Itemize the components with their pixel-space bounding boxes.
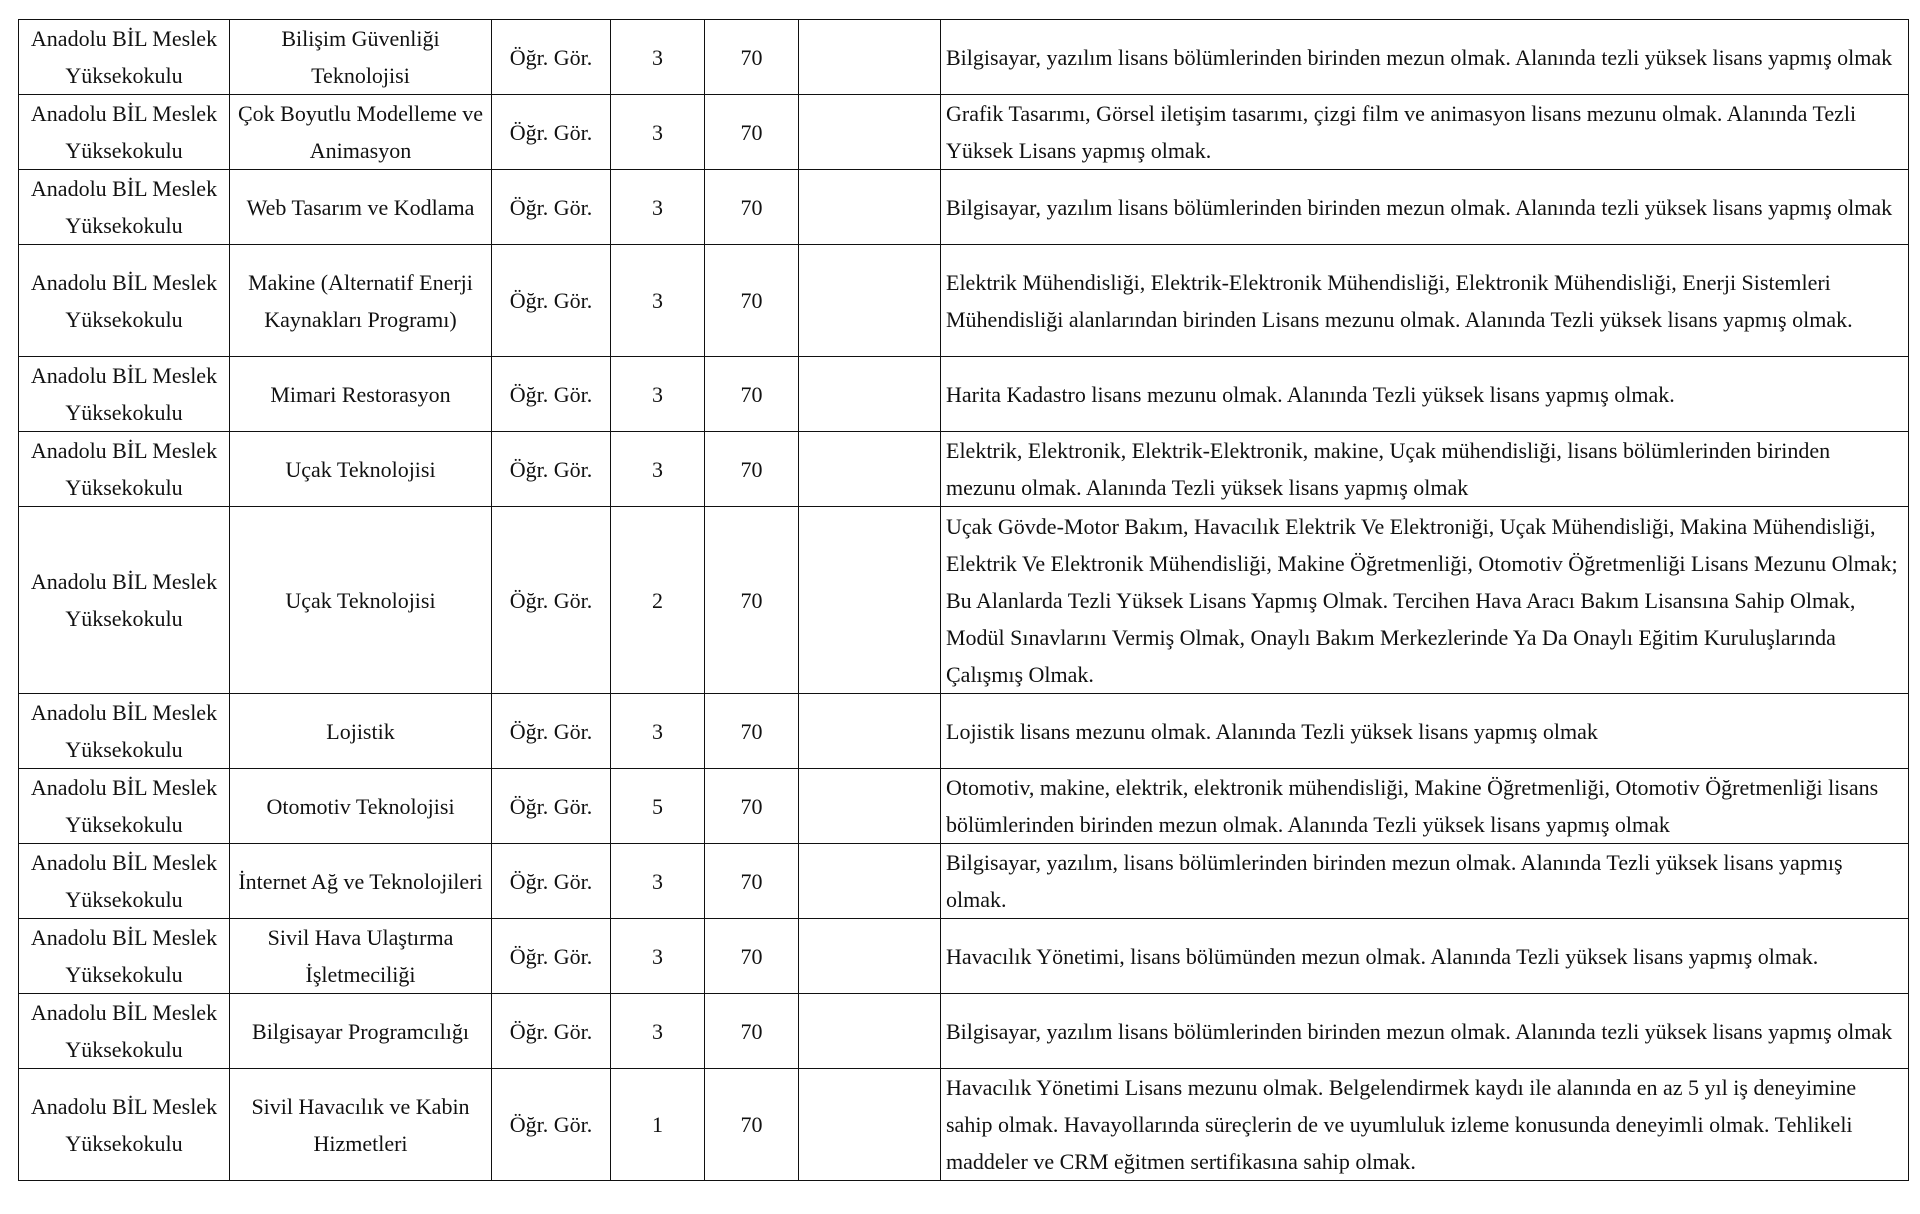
program-cell: Uçak Teknolojisi (230, 507, 492, 694)
requirement-cell: Bilgisayar, yazılım, lisans bölümlerinden birinden mezun olmak. Alanında Tezli yüksek lisans yapmış olmak. (941, 844, 1909, 919)
unit-cell: Anadolu BİL Meslek Yüksekokulu (19, 994, 230, 1069)
table-row (19, 432, 1909, 507)
ales-cell: 70 (705, 20, 799, 95)
title-cell: Öğr. Gör. (492, 170, 611, 245)
unit-cell: Anadolu BİL Meslek Yüksekokulu (19, 95, 230, 170)
program-cell: Bilgisayar Programcılığı (230, 994, 492, 1069)
requirement-cell: Elektrik Mühendisliği, Elektrik-Elektronik Mühendisliği, Elektronik Mühendisliği, Enerji Sistemleri Mühendisliği alanlarından birinden Lisans mezunu olmak. Alanında Tezli yüksek lisans yapmış olmak. (941, 245, 1909, 357)
count-cell: 3 (611, 994, 705, 1069)
count-cell: 3 (611, 95, 705, 170)
unit-cell: Anadolu BİL Meslek Yüksekokulu (19, 1069, 230, 1181)
title-cell: Öğr. Gör. (492, 245, 611, 357)
note-cell (799, 694, 941, 769)
ales-cell: 70 (705, 1069, 799, 1181)
requirement-cell: Bilgisayar, yazılım lisans bölümlerinden birinden mezun olmak. Alanında tezli yüksek lisans yapmış olmak (941, 170, 1909, 245)
ales-cell: 70 (705, 357, 799, 432)
ales-cell: 70 (705, 994, 799, 1069)
table-row (19, 919, 1909, 994)
table-row (19, 245, 1909, 357)
unit-cell: Anadolu BİL Meslek Yüksekokulu (19, 694, 230, 769)
table-row (19, 357, 1909, 432)
program-cell: Otomotiv Teknolojisi (230, 769, 492, 844)
title-cell: Öğr. Gör. (492, 507, 611, 694)
title-cell: Öğr. Gör. (492, 994, 611, 1069)
ales-cell: 70 (705, 95, 799, 170)
requirement-cell: Grafik Tasarımı, Görsel iletişim tasarımı, çizgi film ve animasyon lisans mezunu olmak. Alanında Tezli Yüksek Lisans yapmış olmak. (941, 95, 1909, 170)
title-cell: Öğr. Gör. (492, 694, 611, 769)
requirement-cell: Uçak Gövde-Motor Bakım, Havacılık Elektrik Ve Elektroniği, Uçak Mühendisliği, Makina Mühendisliği, Elektrik Ve Elektronik Mühendisliği, Makine Öğretmenliği, Otomotiv Öğretmenliği Lisans Mezunu Olmak; Bu Alanlarda Tezli Yüksek Lisans Yapmış Olmak. Tercihen Hava Aracı Bakım Lisansına Sahip Olmak, Modül Sınavlarını Vermiş Olmak, Onaylı Bakım Merkezlerinde Ya Da Onaylı Eğitim Kuruluşlarında Çalışmış Olmak. (941, 507, 1909, 694)
program-cell: Çok Boyutlu Modelleme ve Animasyon (230, 95, 492, 170)
table-row (19, 20, 1909, 95)
requirement-cell: Lojistik lisans mezunu olmak. Alanında Tezli yüksek lisans yapmış olmak (941, 694, 1909, 769)
unit-cell: Anadolu BİL Meslek Yüksekokulu (19, 507, 230, 694)
note-cell (799, 170, 941, 245)
title-cell: Öğr. Gör. (492, 95, 611, 170)
positions-table (18, 19, 1909, 1181)
table-row (19, 769, 1909, 844)
requirement-cell: Havacılık Yönetimi Lisans mezunu olmak. Belgelendirmek kaydı ile alanında en az 5 yıl iş deneyimine sahip olmak. Havayollarında süreçlerin de ve uyumluluk izleme konusunda deneyimli olmak. Tehlikeli maddeler ve CRM eğitmen sertifikasına sahip olmak. (941, 1069, 1909, 1181)
ales-cell: 70 (705, 844, 799, 919)
ales-cell: 70 (705, 919, 799, 994)
program-cell: Sivil Havacılık ve Kabin Hizmetleri (230, 1069, 492, 1181)
title-cell: Öğr. Gör. (492, 769, 611, 844)
program-cell: Mimari Restorasyon (230, 357, 492, 432)
ales-cell: 70 (705, 507, 799, 694)
requirement-cell: Bilgisayar, yazılım lisans bölümlerinden birinden mezun olmak. Alanında tezli yüksek lisans yapmış olmak (941, 994, 1909, 1069)
requirement-cell: Bilgisayar, yazılım lisans bölümlerinden birinden mezun olmak. Alanında tezli yüksek lisans yapmış olmak (941, 20, 1909, 95)
title-cell: Öğr. Gör. (492, 1069, 611, 1181)
unit-cell: Anadolu BİL Meslek Yüksekokulu (19, 20, 230, 95)
table-row (19, 1069, 1909, 1181)
requirement-cell: Otomotiv, makine, elektrik, elektronik mühendisliği, Makine Öğretmenliği, Otomotiv Öğretmenliği lisans bölümlerinden birinden mezun olmak. Alanında Tezli yüksek lisans yapmış olmak (941, 769, 1909, 844)
count-cell: 3 (611, 170, 705, 245)
title-cell: Öğr. Gör. (492, 20, 611, 95)
count-cell: 3 (611, 694, 705, 769)
note-cell (799, 844, 941, 919)
ales-cell: 70 (705, 694, 799, 769)
unit-cell: Anadolu BİL Meslek Yüksekokulu (19, 245, 230, 357)
unit-cell: Anadolu BİL Meslek Yüksekokulu (19, 170, 230, 245)
note-cell (799, 20, 941, 95)
program-cell: Uçak Teknolojisi (230, 432, 492, 507)
table-row (19, 694, 1909, 769)
program-cell: Lojistik (230, 694, 492, 769)
table-row (19, 507, 1909, 694)
count-cell: 3 (611, 919, 705, 994)
program-cell: Bilişim Güvenliği Teknolojisi (230, 20, 492, 95)
note-cell (799, 1069, 941, 1181)
ales-cell: 70 (705, 769, 799, 844)
note-cell (799, 95, 941, 170)
requirement-cell: Elektrik, Elektronik, Elektrik-Elektronik, makine, Uçak mühendisliği, lisans bölümlerinden birinden mezunu olmak. Alanında Tezli yüksek lisans yapmış olmak (941, 432, 1909, 507)
count-cell: 3 (611, 432, 705, 507)
unit-cell: Anadolu BİL Meslek Yüksekokulu (19, 919, 230, 994)
count-cell: 1 (611, 1069, 705, 1181)
unit-cell: Anadolu BİL Meslek Yüksekokulu (19, 432, 230, 507)
count-cell: 3 (611, 20, 705, 95)
ales-cell: 70 (705, 245, 799, 357)
count-cell: 3 (611, 357, 705, 432)
count-cell: 2 (611, 507, 705, 694)
note-cell (799, 919, 941, 994)
note-cell (799, 994, 941, 1069)
unit-cell: Anadolu BİL Meslek Yüksekokulu (19, 844, 230, 919)
program-cell: İnternet Ağ ve Teknolojileri (230, 844, 492, 919)
table-row (19, 844, 1909, 919)
unit-cell: Anadolu BİL Meslek Yüksekokulu (19, 357, 230, 432)
ales-cell: 70 (705, 170, 799, 245)
title-cell: Öğr. Gör. (492, 919, 611, 994)
requirement-cell: Harita Kadastro lisans mezunu olmak. Alanında Tezli yüksek lisans yapmış olmak. (941, 357, 1909, 432)
program-cell: Makine (Alternatif Enerji Kaynakları Programı) (230, 245, 492, 357)
note-cell (799, 507, 941, 694)
program-cell: Web Tasarım ve Kodlama (230, 170, 492, 245)
title-cell: Öğr. Gör. (492, 844, 611, 919)
unit-cell: Anadolu BİL Meslek Yüksekokulu (19, 769, 230, 844)
title-cell: Öğr. Gör. (492, 432, 611, 507)
count-cell: 3 (611, 844, 705, 919)
ales-cell: 70 (705, 432, 799, 507)
table-row (19, 994, 1909, 1069)
program-cell: Sivil Hava Ulaştırma İşletmeciliği (230, 919, 492, 994)
table-row (19, 170, 1909, 245)
table-row (19, 95, 1909, 170)
note-cell (799, 769, 941, 844)
title-cell: Öğr. Gör. (492, 357, 611, 432)
note-cell (799, 357, 941, 432)
count-cell: 5 (611, 769, 705, 844)
count-cell: 3 (611, 245, 705, 357)
note-cell (799, 432, 941, 507)
note-cell (799, 245, 941, 357)
requirement-cell: Havacılık Yönetimi, lisans bölümünden mezun olmak. Alanında Tezli yüksek lisans yapmış olmak. (941, 919, 1909, 994)
